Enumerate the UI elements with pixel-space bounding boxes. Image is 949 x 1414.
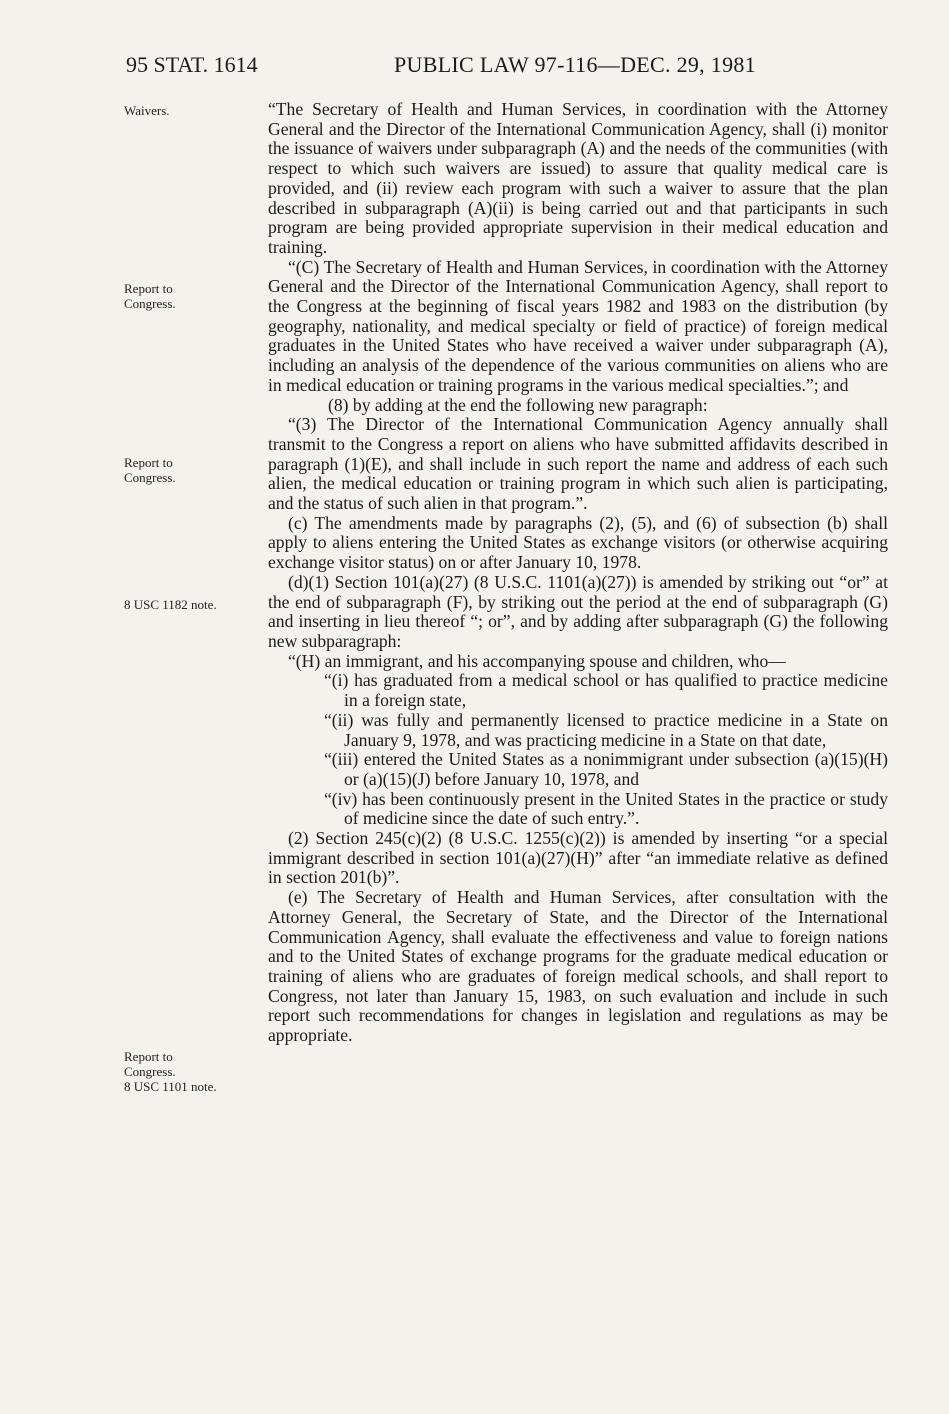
page-header [126,52,886,84]
paragraph-8: (8) by adding at the end the following new paragraph: [328,394,708,415]
paragraph-e-evaluation: (e) The Secretary of Health and Human Services, after consultation with the Attorney General, the Secretary of State, and the Director of the International Communication Agency, shall evaluate the effectiveness and value to foreign nations and to the United States of exchange programs for the graduate medical education or training of aliens who are graduates of foreign medical schools, and shall report to Congress, not later than January 15, 1983, on such evaluation and include in such report such recommendations for changes in legislation and regulations as may be appropriate. [268,887,888,1046]
clause-i: “(i) has graduated from a medical school or has qualified to practice medicine in a foreign state, [324,670,888,711]
public-law-title: PUBLIC LAW 97-116—DEC. 29, 1981 [394,52,756,77]
clause-iii: “(iii) entered the United States as a nonimmigrant under subsection (a)(15)(H) or (a)(15)(J) before January 10, 1978, and [324,749,888,789]
margin-note-report-2: Report to Congress. [124,455,176,485]
paragraph-c-report: “(C) The Secretary of Health and Human Services, in coordination with the Attorney General and the Director of the International Communication Agency, shall report to the Congress at the beginning of fiscal years 1982 and 1983 on the distribution (by geography, nationality, and medical specialty or field of practice) of foreign medical graduates in the United States who have received a waiver under subparagraph (A), including an analysis of the dependence of the various communities on aliens who are in medical education or training programs in the various medical specialties.”; and [268,256,888,395]
document-body [268,100,888,1046]
statute-page-number: 95 STAT. 1614 [126,52,258,77]
paragraph-c-amendments: (c) The amendments made by paragraphs (2), (5), and (6) of subsection (b) shall apply to aliens entering the United States as exchange visitors (or otherwise acquiring exchange visitor status) on or after January 10, 1978. [268,512,888,573]
margin-note-usc-1182: 8 USC 1182 note. [124,597,217,612]
paragraph-h-immigrant: “(H) an immigrant, and his accompanying spouse and children, who— [288,650,786,671]
margin-note-report-1: Report to Congress. [124,281,176,311]
paragraph-3-report: “(3) The Director of the International Communication Agency annually shall transmit to the Congress a report on aliens who have submitted affidavits described in paragraph (1)(E), and shall include in such report the name and address of each such alien, the medical education or training program in which such alien is participating, and the status of such alien in that program.”. [268,414,888,514]
margin-note-waivers: Waivers. [124,103,170,118]
paragraph-waivers: “The Secretary of Health and Human Services, in coordination with the Attorney General and the Director of the International Communication Agency, shall (i) monitor the issuance of waivers under subparagraph (A) and the needs of the communities (with respect to which such waivers are issued) to assure that quality medical care is provided, and (ii) review each program with such a waiver to assure that the plan described in subparagraph (A)(ii) is being carried out and that participants in such program are being provided appropriate supervision in their medical education and training. [268,99,888,257]
clause-ii: “(ii) was fully and permanently licensed to practice medicine in a State on January 9, 1978, and was practicing medicine in a State on that date, [324,709,888,750]
paragraph-d2: (2) Section 245(c)(2) (8 U.S.C. 1255(c)(2)) is amended by inserting “or a special immigrant described in section 101(a)(27)(H)” after “an immediate relative as defined in section 201(b)”. [268,828,888,888]
margin-note-report-3: Report to Congress. 8 USC 1101 note. [124,1049,217,1094]
paragraph-d1: (d)(1) Section 101(a)(27) (8 U.S.C. 1101(a)(27)) is amended by striking out “or” at the end of subparagraph (F), by striking out the period at the end of subparagraph (G) and inserting in lieu thereof “; or”, and by adding after subparagraph (G) the following new subparagraph: [268,571,888,651]
clause-iv: “(iv) has been continuously present in the United States in the practice or study of medicine since the date of such entry.”. [324,788,888,829]
